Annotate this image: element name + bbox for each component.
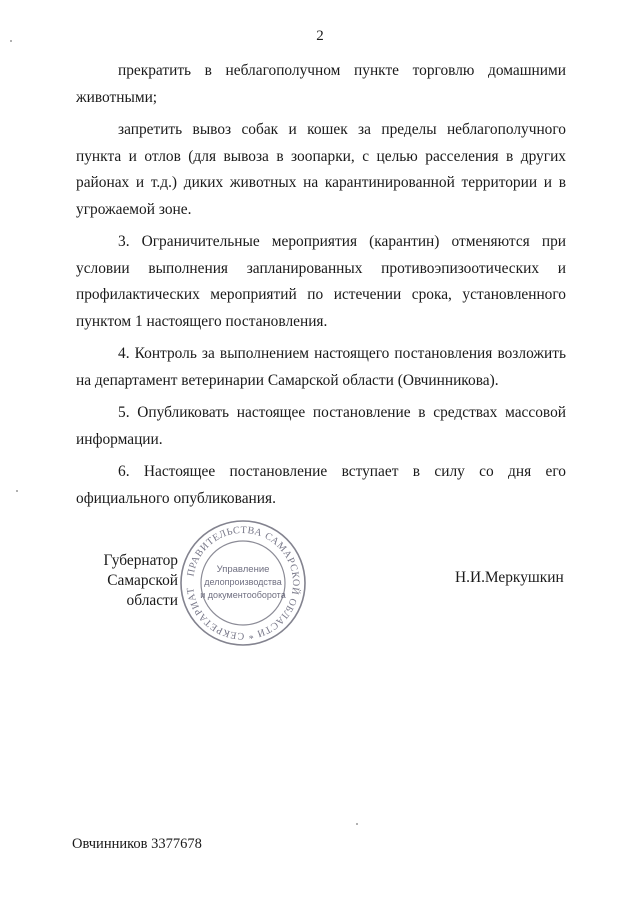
paragraph: запретить вывоз собак и кошек за пределы неблагополучного пункта и отлов (для вывоза в зоопарки, с целью расселения в других районах и т.д.) диких животных на карантинированной территории и в угрожаемой зоне. <box>76 121 566 218</box>
signatory-title <box>70 551 178 611</box>
official-stamp <box>178 518 308 648</box>
scan-speck <box>356 823 358 825</box>
stamp-line2: делопроизводства <box>204 577 282 587</box>
paragraph: 5. Опубликовать настоящее постановление в средствах массовой информации. <box>76 404 566 448</box>
signatory-title-line1: Губернатор <box>103 552 178 569</box>
stamp-line3: и документооборота <box>200 590 286 600</box>
stamp-line1: Управление <box>216 564 270 575</box>
signatory-name: Н.И.Меркушкин <box>455 569 564 586</box>
paragraph: прекратить в неблагополучном пункте торговлю домашними животными; <box>76 62 566 106</box>
executor-note: Овчинников 3377678 <box>72 836 202 852</box>
paragraph: 3. Ограничительные мероприятия (карантин) отменяются при условии выполнения запланированных противоэпизоотических и профилактических мероприятий по истечении срока, установленного пунктом 1 настоящего постановления. <box>76 233 566 330</box>
signatory-title-line2: Самарской области <box>107 572 178 609</box>
document-body <box>76 58 566 518</box>
paragraph: 4. Контроль за выполнением настоящего постановления возложить на департамент ветеринарии Самарской области (Овчинникова). <box>76 345 566 389</box>
scan-speck <box>10 40 12 42</box>
stamp-ring-text: ПРАВИТЕЛЬСТВА САМАРСКОЙ ОБЛАСТИ * СЕКРЕТАРИАТ <box>185 524 302 642</box>
paragraph: 6. Настоящее постановление вступает в силу со дня его официального опубликования. <box>76 463 566 507</box>
page-number: 2 <box>316 28 324 44</box>
scan-speck <box>16 490 18 492</box>
